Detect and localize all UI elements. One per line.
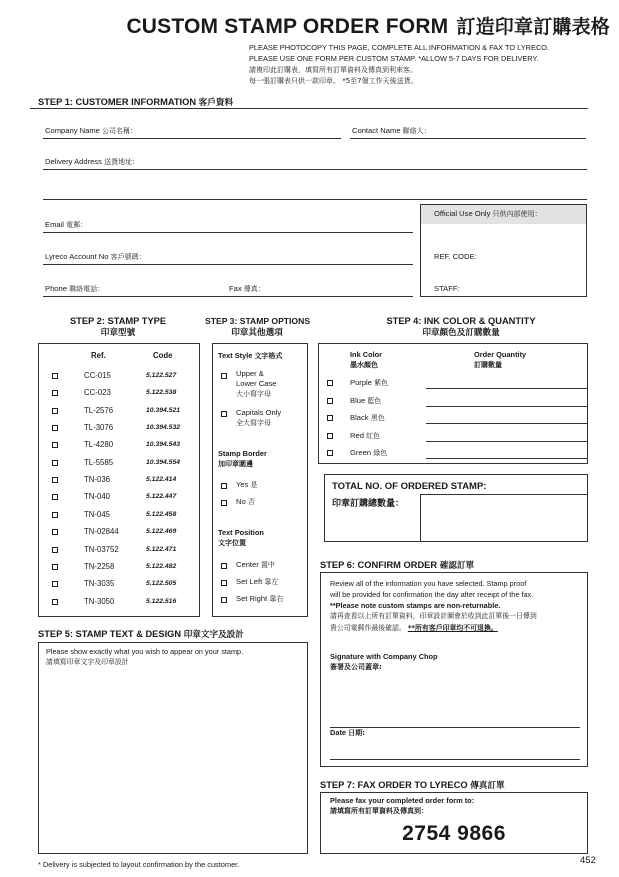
fax-instruction: Please fax your completed order form to: 請填寫所有訂單資料及傳真到： [330, 796, 475, 815]
text-position-label: Text Position 文字位置 [218, 528, 264, 547]
order-qty-field[interactable] [426, 406, 588, 407]
ink-color-checkbox[interactable] [327, 415, 333, 421]
signature-label: Signature with Company Chop 簽署及公司蓋章: [330, 652, 438, 671]
header-note-2: PLEASE USE ONE FORM PER CUSTOM STAMP. *ALLOW 5-7 DAYS FOR DELIVERY. [249, 54, 539, 64]
stamp-code: 5.122.505 [146, 580, 177, 587]
border-no-label: No 否 [236, 497, 255, 506]
step2-heading-zh: 印章型號 [100, 328, 136, 338]
set-right-label: Set Right 靠右 [236, 594, 284, 603]
step1-heading [38, 96, 233, 108]
stamp-type-checkbox[interactable] [52, 390, 58, 396]
step6-heading-en: STEP 6: CONFIRM ORDER [320, 560, 438, 570]
stamp-code: 5.122.538 [146, 389, 177, 396]
stamp-ref: TL-5585 [84, 458, 114, 467]
step6-heading-zh: 確認訂單 [439, 561, 475, 571]
stamp-code: 5.122.447 [146, 493, 177, 500]
stamp-type-checkbox[interactable] [52, 373, 58, 379]
stamp-design-area[interactable] [38, 642, 308, 854]
email-field[interactable] [43, 232, 413, 233]
stamp-code: 5.122.414 [146, 476, 177, 483]
delivery-address-field-1[interactable] [43, 169, 587, 170]
account-no-label: Lyreco Account No 客戶號碼： [45, 252, 146, 261]
ink-color-label: Red 紅色 [350, 431, 381, 440]
header-note-4: 每一張訂購表只供一款印章。 *5至7個工作天後送貨。 [249, 77, 418, 86]
border-yes-label: Yes 是 [236, 480, 258, 489]
stamp-code: 5.122.469 [146, 528, 177, 535]
fax-number: 2754 9866 [402, 822, 506, 845]
upper-lower-checkbox[interactable] [221, 373, 227, 379]
step7-heading [320, 779, 505, 791]
stamp-ref: CC-023 [84, 388, 111, 397]
order-qty-field[interactable] [426, 423, 588, 424]
ink-color-checkbox[interactable] [327, 450, 333, 456]
stamp-code: 10.394.532 [146, 424, 181, 431]
stamp-code: 10.394.543 [146, 441, 181, 448]
form-title-zh: 訂造印章訂購表格 [456, 16, 610, 38]
stamp-ref: TN-03752 [84, 545, 119, 554]
step2-heading-en: STEP 2: STAMP TYPE [69, 316, 167, 326]
border-no-checkbox[interactable] [221, 500, 227, 506]
stamp-type-checkbox[interactable] [52, 547, 58, 553]
fax-label: Fax 傳真： [229, 284, 265, 293]
confirm-text: Review all of the information you have selected. Stamp proof will be provided for confirmation the day after receipt of the fax. **Please note custom stamps are non-returnable. 請再查看以上所有訂單資料，印章設計圖會於收到此訂單後一日傳到 貴公司電郵作最後確認。 **所有客戶印章均不可退換。 [330, 579, 537, 632]
stamp-code: 5.122.458 [146, 511, 177, 518]
stamp-type-checkbox[interactable] [52, 512, 58, 518]
contact-name-label: Contact Name 聯絡人： [352, 126, 431, 135]
stamp-code: 5.122.527 [146, 372, 177, 379]
ink-color-label: Purple 紫色 [350, 378, 389, 387]
col-ref-header: Ref. [91, 351, 106, 360]
step7-heading-zh: 傳真訂單 [470, 781, 505, 791]
total-stamp-label-zh: 印章訂購總數量： [332, 499, 405, 509]
phone-label: Phone 聯絡電話： [45, 284, 105, 293]
contact-name-field[interactable] [350, 138, 586, 139]
stamp-ref: TN-036 [84, 475, 110, 484]
stamp-type-checkbox[interactable] [52, 599, 58, 605]
stamp-ref: TL-2576 [84, 406, 114, 415]
ref-code-label: REF. CODE: [434, 252, 477, 261]
center-checkbox[interactable] [221, 563, 227, 569]
form-title [0, 12, 610, 39]
ink-color-checkbox[interactable] [327, 398, 333, 404]
border-yes-checkbox[interactable] [221, 483, 227, 489]
company-name-label: Company Name 公司名稱： [45, 126, 137, 135]
ink-color-label: Green 綠色 [350, 448, 388, 457]
step1-rule [30, 108, 588, 109]
stamp-ref: TN-02844 [84, 527, 119, 536]
form-title-en: CUSTOM STAMP ORDER FORM [126, 15, 449, 38]
stamp-type-checkbox[interactable] [52, 564, 58, 570]
step2-heading [38, 316, 198, 338]
capitals-label: Capitals Only 全大寫字母 [236, 408, 282, 427]
step5-heading-zh: 印章文字及設計 [183, 630, 244, 640]
stamp-code: 10.394.554 [146, 459, 181, 466]
step4-heading [330, 316, 592, 338]
stamp-code: 5.122.482 [146, 563, 177, 570]
step7-heading-en: STEP 7: FAX ORDER TO LYRECO [320, 780, 468, 790]
ink-color-header: Ink Color 墨水顏色 [350, 350, 383, 369]
step3-heading-en: STEP 3: STAMP OPTIONS [205, 316, 311, 326]
stamp-ref: CC-015 [84, 371, 111, 380]
stamp-type-checkbox[interactable] [52, 460, 58, 466]
stamp-type-checkbox[interactable] [52, 581, 58, 587]
capitals-checkbox[interactable] [221, 411, 227, 417]
stamp-code: 5.122.471 [146, 546, 177, 553]
step5-heading [38, 628, 244, 640]
stamp-type-checkbox[interactable] [52, 425, 58, 431]
total-stamp-field[interactable] [420, 494, 588, 542]
upper-lower-label: Upper & Lower Case 大小寫字母 [236, 369, 277, 398]
delivery-address-field-2[interactable] [43, 199, 587, 200]
delivery-address-label: Delivery Address 送貨地址： [45, 157, 140, 166]
step3-heading-zh: 印章其他選項 [231, 328, 283, 338]
order-qty-field[interactable] [426, 441, 588, 442]
step5-heading-en: STEP 5: STAMP TEXT & DESIGN [38, 629, 182, 639]
account-no-field[interactable] [43, 264, 413, 265]
step4-heading-zh: 印章顏色及訂購數量 [422, 328, 500, 338]
stamp-code: 10.394.521 [146, 407, 181, 414]
stamp-type-checkbox[interactable] [52, 494, 58, 500]
stamp-border-label: Stamp Border 加印章圍邊 [218, 449, 267, 468]
phone-fax-field[interactable] [43, 296, 413, 297]
set-right-checkbox[interactable] [221, 597, 227, 603]
total-stamp-label: TOTAL NO. OF ORDERED STAMP: [332, 481, 487, 492]
stamp-ref: TN-3050 [84, 597, 115, 606]
stamp-type-checkbox[interactable] [52, 529, 58, 535]
step4-heading-en: STEP 4: INK COLOR & QUANTITY [386, 316, 536, 326]
order-qty-field[interactable] [426, 388, 588, 389]
col-code-header: Code [153, 351, 173, 360]
stamp-ref: TL-3076 [84, 423, 114, 432]
company-name-field[interactable] [43, 138, 341, 139]
step1-heading-zh: 客戶資料 [198, 98, 234, 108]
page-number: 452 [580, 855, 596, 866]
staff-label: STAFF: [434, 284, 460, 293]
email-label: Email 電郵： [45, 220, 88, 229]
design-instruction: Please show exactly what you wish to appear on your stamp. 請填寫印章文字及印章設計 [46, 647, 244, 666]
header-note-3: 請複印此訂購表，填寫所有訂單資料及傳真到利來客。 [249, 65, 417, 74]
ink-color-label: Blue 藍色 [350, 396, 382, 405]
stamp-code: 5.122.516 [146, 598, 177, 605]
step1-heading-en: STEP 1: CUSTOMER INFORMATION [38, 97, 197, 107]
header-notes [249, 42, 549, 88]
stamp-type-checkbox[interactable] [52, 477, 58, 483]
signature-field[interactable] [330, 727, 580, 728]
date-label: Date 日期: [330, 728, 365, 737]
stamp-ref: TL-4280 [84, 440, 114, 449]
date-field[interactable] [330, 759, 580, 760]
stamp-ref: TN-3035 [84, 579, 115, 588]
order-qty-header: Order Quantity 訂購數量 [474, 350, 527, 369]
ink-color-label: Black 黑色 [350, 413, 385, 422]
stamp-type-checkbox[interactable] [52, 442, 58, 448]
text-style-label: Text Style 文字格式 [218, 351, 283, 360]
step6-heading [320, 559, 474, 571]
stamp-ref: TN-045 [84, 510, 110, 519]
stamp-type-checkbox[interactable] [52, 408, 58, 414]
set-left-checkbox[interactable] [221, 580, 227, 586]
ink-color-checkbox[interactable] [327, 380, 333, 386]
stamp-ref: TN-040 [84, 492, 110, 501]
ink-color-checkbox[interactable] [327, 433, 333, 439]
step3-heading [205, 316, 309, 338]
center-label: Center 置中 [236, 560, 275, 569]
footer-note: * Delivery is subjected to layout confirmation by the customer. [38, 860, 240, 869]
header-note-1: PLEASE PHOTOCOPY THIS PAGE, COMPLETE ALL INFORMATION & FAX TO LYRECO. [249, 43, 550, 52]
official-use-label: Official Use Only 只供內部使用： [434, 209, 542, 218]
order-qty-field[interactable] [426, 458, 588, 459]
stamp-ref: TN-2258 [84, 562, 115, 571]
set-left-label: Set Left 靠左 [236, 577, 279, 586]
